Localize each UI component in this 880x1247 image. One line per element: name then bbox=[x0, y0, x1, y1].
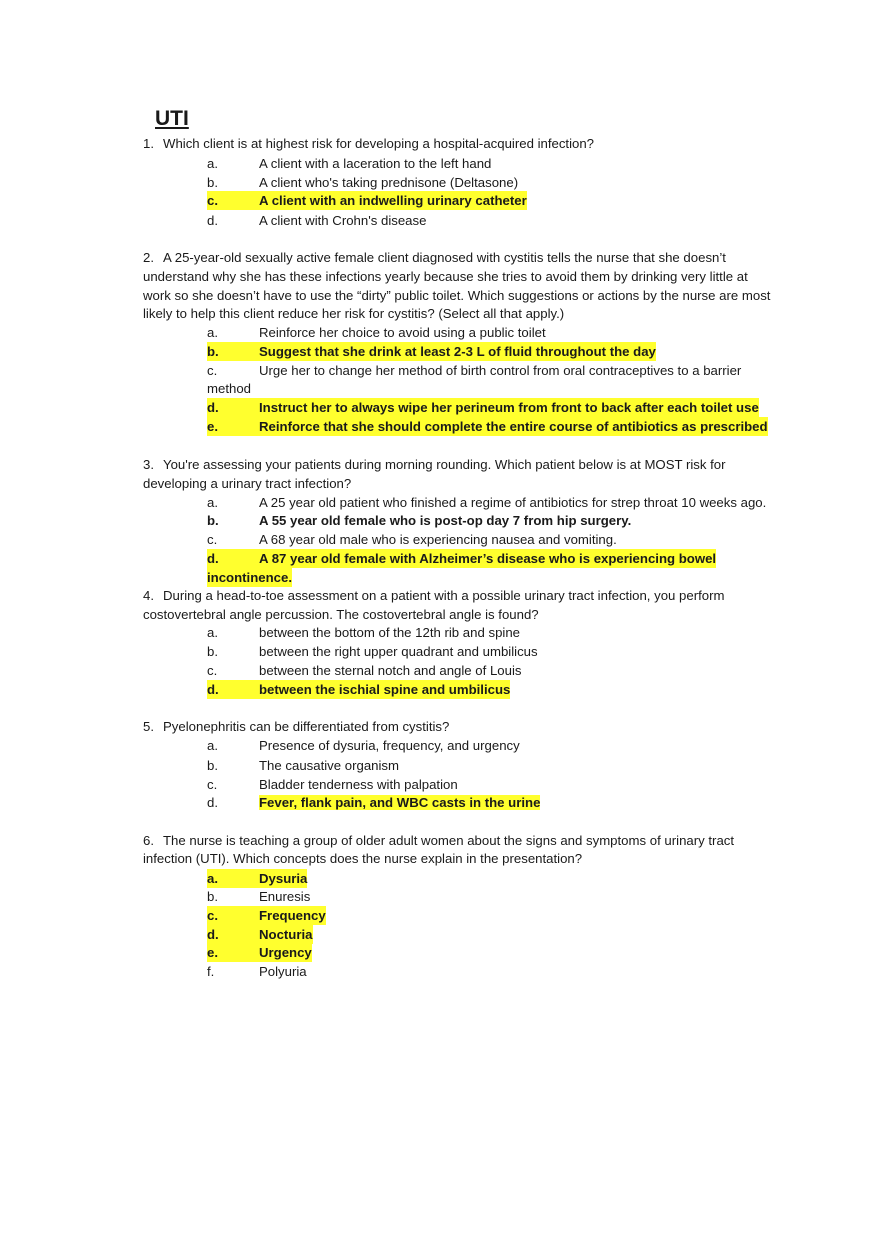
question-1: 1. Which client is at highest risk for developing a hospital-acquired infection? bbox=[143, 136, 595, 151]
q2-option-c: c. Urge her to change her method of birth control from oral contraceptives to a barrier bbox=[207, 363, 742, 378]
q3-option-d-continued: incontinence. bbox=[207, 570, 292, 585]
q3-option-a: a. A 25 year old patient who finished a regime of antibiotics for strep throat 10 weeks ago. bbox=[207, 495, 767, 510]
q6-option-f: f. Polyuria bbox=[207, 964, 307, 979]
q2-option-b-answer: b. Suggest that she drink at least 2-3 L of fluid throughout the day bbox=[207, 344, 656, 359]
q4-option-d-answer: d. between the ischial spine and umbilicus bbox=[207, 682, 511, 697]
q1-option-c-answer: c. A client with an indwelling urinary catheter bbox=[207, 193, 527, 208]
q4-option-a: a. between the bottom of the 12th rib and spine bbox=[207, 625, 521, 640]
q2-option-d-answer: d. Instruct her to always wipe her perineum from front to back after each toilet use bbox=[207, 400, 759, 415]
q1-option-d: d. A client with Crohn's disease bbox=[207, 213, 427, 228]
q2-option-c-continued: method bbox=[207, 381, 251, 396]
q5-option-a: a. Presence of dysuria, frequency, and urgency bbox=[207, 738, 520, 753]
question-6: 6. The nurse is teaching a group of older adult women about the signs and symptoms of urinary tract bbox=[143, 833, 735, 848]
question-6-line: infection (UTI). Which concepts does the nurse explain in the presentation? bbox=[143, 851, 583, 866]
q2-option-e-answer: e. Reinforce that she should complete the entire course of antibiotics as prescribed bbox=[207, 419, 768, 434]
question-4-line: costovertebral angle percussion. The costovertebral angle is found? bbox=[143, 607, 539, 622]
q3-option-b: b. A 55 year old female who is post-op day 7 from hip surgery. bbox=[207, 513, 632, 528]
page-title: UTI bbox=[155, 107, 189, 130]
question-2-line: understand why she has these infections yearly because she tries to avoid them by drinking very little at bbox=[143, 269, 748, 284]
q6-option-b: b. Enuresis bbox=[207, 889, 311, 904]
question-2-line: likely to help this client reduce her risk for cystitis? (Select all that apply.) bbox=[143, 306, 565, 321]
q4-option-b: b. between the right upper quadrant and umbilicus bbox=[207, 644, 538, 659]
q3-option-c: c. A 68 year old male who is experiencing nausea and vomiting. bbox=[207, 532, 617, 547]
q1-option-b: b. A client who's taking prednisone (Deltasone) bbox=[207, 175, 519, 190]
q1-option-a: a. A client with a laceration to the left hand bbox=[207, 156, 492, 171]
q4-option-c: c. between the sternal notch and angle of Louis bbox=[207, 663, 522, 678]
question-3: 3. You're assessing your patients during morning rounding. Which patient below is at MOST risk for bbox=[143, 457, 726, 472]
question-3-line: developing a urinary tract infection? bbox=[143, 476, 352, 491]
question-2-line: work so she doesn’t have to use the “dirty” public toilet. Which suggestions or actions by the nurse are most bbox=[143, 288, 771, 303]
question-5: 5. Pyelonephritis can be differentiated from cystitis? bbox=[143, 719, 450, 734]
q2-option-a: a. Reinforce her choice to avoid using a public toilet bbox=[207, 325, 546, 340]
question-4: 4. During a head-to-toe assessment on a patient with a possible urinary tract infection, you perform bbox=[143, 588, 725, 603]
q6-option-d-answer: d. Nocturia bbox=[207, 927, 313, 942]
q5-option-d-answer: d. Fever, flank pain, and WBC casts in the urine bbox=[207, 795, 541, 810]
q6-option-c-answer: c. Frequency bbox=[207, 908, 326, 923]
q6-option-e-answer: e. Urgency bbox=[207, 945, 312, 960]
question-2: 2. A 25-year-old sexually active female client diagnosed with cystitis tells the nurse that she doesn’t bbox=[143, 250, 726, 265]
q5-option-b: b. The causative organism bbox=[207, 758, 400, 773]
q6-option-a-answer: a. Dysuria bbox=[207, 871, 308, 886]
q3-option-d-answer: d. A 87 year old female with Alzheimer’s disease who is experiencing bowel bbox=[207, 551, 717, 566]
q5-option-c: c. Bladder tenderness with palpation bbox=[207, 777, 458, 792]
